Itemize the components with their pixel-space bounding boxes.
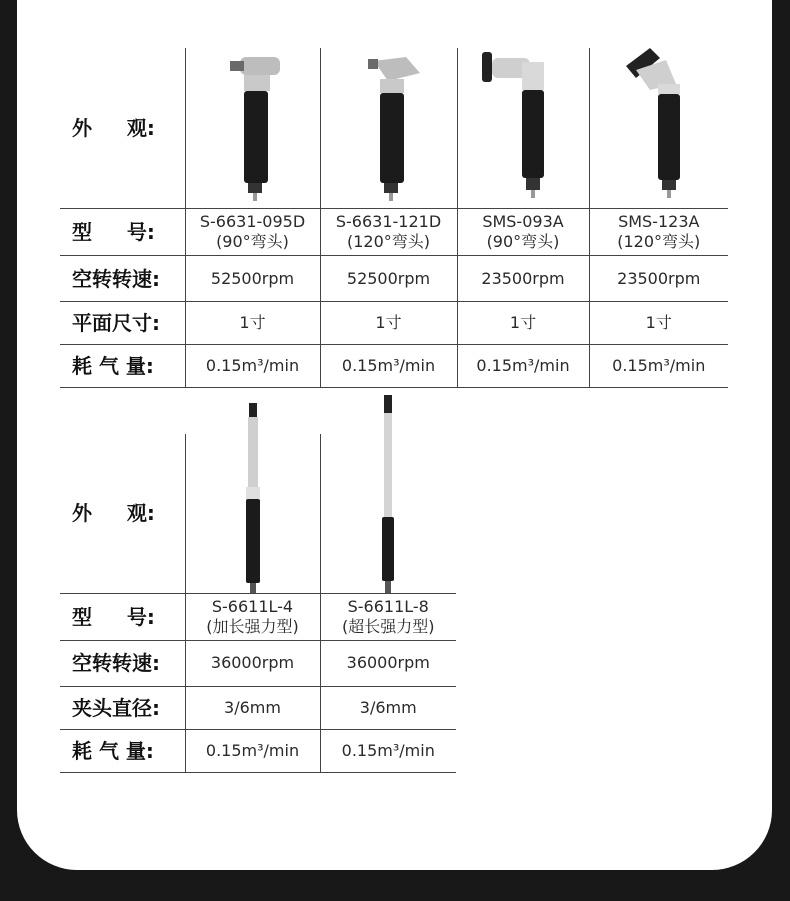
label-speed: 空转转速: [60,640,185,686]
model-cell-2 [320,209,457,256]
extra-long-die-grinder-icon [368,395,408,593]
model-note: (120°弯头) [346,232,431,251]
model-note: (90°弯头) [486,232,560,251]
product-image-5 [185,434,320,593]
label-air: 耗 气 量: [60,345,185,388]
product-image-6 [320,434,456,593]
product-image-2 [320,48,457,209]
angle-grinder-head-120-icon [344,53,434,203]
speed-cell: 52500rpm [320,256,457,302]
angle-grinder-head-icon [208,53,298,203]
model-number: SMS-093A [482,212,564,231]
product-image-1 [185,48,320,209]
collet-cell: 3/6mm [320,686,456,729]
product-image-4 [589,48,728,209]
size-cell: 1寸 [185,302,320,345]
model-number: S-6631-121D [335,212,442,231]
label-size: 平面尺寸: [60,302,185,345]
label-model: 型 号: [60,593,185,640]
air-cell: 0.15m³/min [320,729,456,772]
label-appearance: 外 观: [60,48,185,209]
speed-cell: 36000rpm [185,640,320,686]
air-cell: 0.15m³/min [457,345,589,388]
model-number: S-6631-095D [199,212,306,231]
label-collet: 夹头直径: [60,686,185,729]
model-note: (加长强力型) [206,616,299,636]
size-cell: 1寸 [589,302,728,345]
label-speed: 空转转速: [60,256,185,302]
model-cell-4 [589,209,728,256]
angle-sander-icon [478,48,568,208]
air-cell: 0.15m³/min [320,345,457,388]
extended-die-grinder-icon [233,403,273,593]
model-cell-3 [457,209,589,256]
spec-table-2 [60,434,456,773]
size-cell: 1寸 [457,302,589,345]
label-air: 耗 气 量: [60,729,185,772]
air-cell: 0.15m³/min [185,345,320,388]
model-cell-5 [185,593,320,640]
speed-cell: 52500rpm [185,256,320,302]
label-model: 型 号: [60,209,185,256]
model-note: (120°弯头) [617,232,701,251]
model-number: S-6611L-8 [347,596,429,616]
spec-table-1 [60,48,728,388]
speed-cell: 23500rpm [457,256,589,302]
size-cell: 1寸 [320,302,457,345]
collet-cell: 3/6mm [185,686,320,729]
product-image-3 [457,48,589,209]
model-cell-6 [320,593,456,640]
angle-sander-120-icon [614,48,704,208]
model-note: (超长强力型) [342,616,435,636]
label-appearance: 外 观: [60,434,185,593]
speed-cell: 36000rpm [320,640,456,686]
spec-card [17,0,772,870]
model-number: SMS-123A [618,212,700,231]
speed-cell: 23500rpm [589,256,728,302]
model-number: S-6611L-4 [211,596,294,616]
air-cell: 0.15m³/min [589,345,728,388]
model-note: (90°弯头) [216,232,289,251]
model-cell-1 [185,209,320,256]
air-cell: 0.15m³/min [185,729,320,772]
